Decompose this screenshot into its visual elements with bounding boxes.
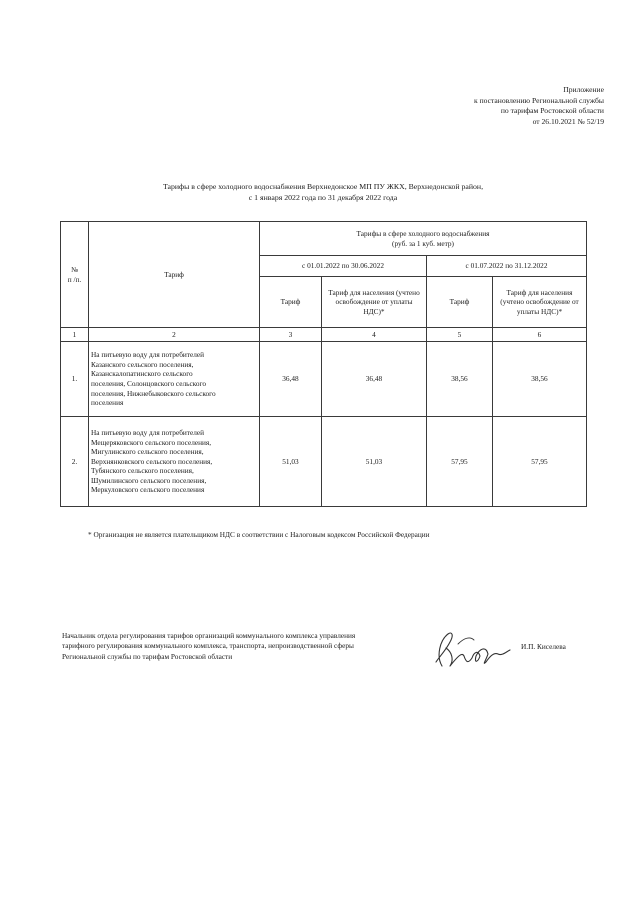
row-name-line: Мещеряковского сельского поселения, — [91, 437, 212, 447]
appendix-line: по тарифам Ростовской области — [500, 106, 604, 116]
row-name-line: поселения — [91, 398, 124, 408]
appendix-block — [344, 85, 604, 127]
signature-position-line: Начальник отдела регулирования тарифов организаций коммунального комплекса управления — [62, 631, 356, 640]
col-number-cell: 5 — [427, 328, 493, 342]
header-number — [61, 222, 89, 328]
header-col-population-1: Тариф для населения (учтено освобождение от уплаты НДС)* — [322, 277, 427, 328]
row-tariff-1: 51,03 — [260, 417, 322, 507]
col-number-cell: 6 — [493, 328, 587, 342]
row-population-1: 36,48 — [322, 342, 427, 417]
row-name-line: Тубянского сельского поселения, — [91, 466, 194, 476]
header-tariff: Тариф — [89, 222, 260, 328]
row-name-line: поселения, Нижнебыковского сельского — [91, 388, 216, 398]
footnote: * Организация не является плательщиком НДС в соответствии с Налоговым кодексом Российской Федерации — [88, 530, 430, 539]
appendix-line: Приложение — [563, 85, 604, 94]
title-line-1: Тарифы в сфере холодного водоснабжения Верхнедонское МП ПУ ЖКХ, Верхнедонской район, — [162, 182, 484, 191]
col-number-cell: 2 — [89, 328, 260, 342]
header-number-sub: п /п. — [67, 274, 82, 284]
signature-position-line: тарифного регулирования коммунального комплекса, транспорта, непроизводственной сферы — [62, 641, 354, 651]
row-name-line: поселения, Солонцовского сельского — [91, 379, 206, 388]
row-tariff-1: 36,48 — [260, 342, 322, 417]
row-population-2: 57,95 — [493, 417, 587, 507]
row-name — [89, 342, 260, 417]
row-population-2: 38,56 — [493, 342, 587, 417]
row-tariff-2: 57,95 — [427, 417, 493, 507]
document-title — [60, 181, 586, 203]
row-name-line: Шумилинского сельского поселения, — [91, 475, 207, 485]
row-name-line: Верхнянковского сельского поселения, — [91, 456, 213, 466]
title-line-2: с 1 января 2022 года по 31 декабря 2022 года — [248, 193, 398, 202]
row-number: 2. — [61, 417, 89, 507]
table-row — [61, 417, 587, 507]
row-population-1: 51,03 — [322, 417, 427, 507]
col-number-cell: 3 — [260, 328, 322, 342]
header-group — [260, 222, 587, 256]
row-name-line: Казанскалопатинского сельского — [91, 369, 193, 379]
row-name-line: Казанского сельского поселения, — [91, 359, 194, 369]
header-group-title: Тарифы в сфере холодного водоснабжения — [356, 228, 490, 238]
signer-name: И.П. Киселева — [521, 642, 566, 651]
signature-position — [62, 631, 422, 662]
row-name — [89, 417, 260, 507]
header-period-1: с 01.01.2022 по 30.06.2022 — [260, 256, 427, 277]
appendix-line: к постановлению Региональной службы — [473, 95, 604, 105]
col-number-cell: 1 — [61, 328, 89, 342]
row-name-line: На питьевую воду для потребителей — [91, 427, 205, 437]
header-col-tariff-2: Тариф — [427, 277, 493, 328]
header-col-population-2: Тариф для населения (учтено освобождение от уплаты НДС)* — [493, 277, 587, 328]
row-number: 1. — [61, 342, 89, 417]
tariff-table — [60, 221, 587, 507]
row-tariff-2: 38,56 — [427, 342, 493, 417]
header-number-sign: № — [71, 264, 78, 274]
col-number-cell: 4 — [322, 328, 427, 342]
row-name-line: Мигулинского сельского поселения, — [91, 447, 204, 457]
signature-position-line: Региональной службы по тарифам Ростовской области — [62, 651, 233, 661]
header-col-tariff-1: Тариф — [260, 277, 322, 328]
row-name-line: Меркуловского сельского поселения — [91, 485, 205, 495]
row-name-line: На питьевую воду для потребителей — [91, 350, 205, 360]
table-row — [61, 342, 587, 417]
appendix-line: от 26.10.2021 № 52/19 — [532, 116, 604, 126]
header-period-2: с 01.07.2022 по 31.12.2022 — [427, 256, 587, 277]
handwritten-signature — [428, 626, 518, 674]
header-group-unit: (руб. за 1 куб. метр) — [392, 238, 454, 248]
